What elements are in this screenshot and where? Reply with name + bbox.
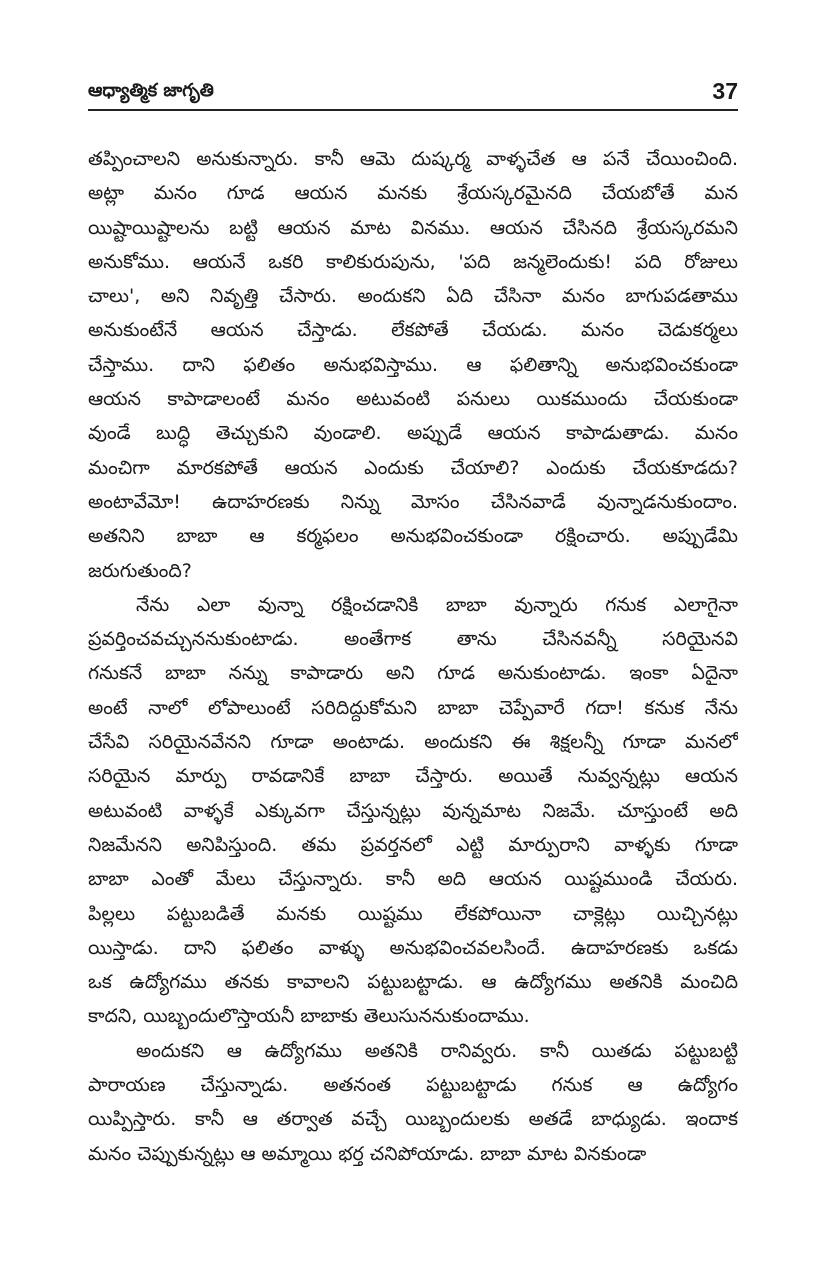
text-line: యిస్తాడు. దాని ఫలితం వాళ్ళు అనుభవించవలసిందే. ఉదాహరణకు ఒకడు bbox=[88, 936, 738, 959]
text-line: మనం చెప్పుకున్నట్లు ఆ అమ్మాయి భర్త చనిపోయాడు. బాబా మాట వినకుండా bbox=[88, 1142, 647, 1165]
text-line: అట్లా మనం గూడ ఆయన మనకు శ్రేయస్కరమైనది చేయబోతే మన bbox=[88, 182, 738, 205]
text-line: సరియైన మార్పు రావడానికే బాబా చేస్తారు. అయితే నువ్వన్నట్లు ఆయన bbox=[88, 765, 738, 788]
text-line: చాలు', అని నివృత్తి చేసారు. అందుకని ఏది చేసినా మనం బాగుపడతాము bbox=[88, 285, 738, 308]
text-line: యిష్టాయిష్టాలను బట్టి ఆయన మాట వినము. ఆయన చేసినది శ్రేయస్కరమని bbox=[88, 216, 738, 239]
text-line: ఆయన కాపాడాలంటే మనం అటువంటి పనులు యికముందు చేయకుండా bbox=[88, 388, 738, 411]
text-line: వుండే బుద్ధి తెచ్చుకుని వుండాలి. అప్పుడే ఆయన కాపాడుతాడు. మనం bbox=[88, 422, 738, 445]
text-line: అంటావేమో! ఉదాహరణకు నిన్ను మోసం చేసినవాడే వున్నాడనుకుందాం. bbox=[88, 490, 738, 513]
text-line: అనుకుంటేనే ఆయన చేస్తాడు. లేకపోతే చేయడు. మనం చెడుకర్మలు bbox=[88, 319, 738, 342]
paragraph bbox=[88, 1034, 738, 1171]
text-line: నిజమేనని అనిపిస్తుంది. తమ ప్రవర్తనలో ఎట్టి మార్పురాని వాళ్ళకు గూడా bbox=[88, 833, 738, 856]
text-line: బాబా ఎంతో మేలు చేస్తున్నారు. కానీ అది ఆయన యిష్టముండి చేయరు. bbox=[88, 868, 738, 891]
text-line: కాదని, యిబ్బందులొస్తాయనీ బాబాకు తెలుసుననుకుందాము. bbox=[88, 1005, 530, 1028]
running-header bbox=[88, 78, 738, 108]
text-line: అంటే నాలో లోపాలుంటే సరిదిద్దుకోమని బాబా చెప్పేవారే గదా! కనుక నేను bbox=[88, 696, 738, 719]
text-line: చేస్తాము. దాని ఫలితం అనుభవిస్తాము. ఆ ఫలితాన్ని అనుభవించకుండా bbox=[88, 353, 738, 376]
text-line: ప్రవర్తించవచ్చుననుకుంటాడు. అంతేగాక తాను చేసినవన్నీ సరియైనవి bbox=[88, 628, 738, 651]
text-line: చేసేవి సరియైనవేనని గూడా అంటాడు. అందుకని ఈ శిక్షలన్నీ గూడా మనలో bbox=[88, 731, 738, 754]
text-line: తప్పించాలని అనుకున్నారు. కానీ ఆమె దుష్కర్మ వాళ్ళచేత ఆ పనే చేయించింది. bbox=[88, 148, 738, 170]
body-text bbox=[88, 142, 738, 1171]
paragraph bbox=[88, 588, 738, 1034]
header-divider bbox=[88, 109, 738, 111]
text-line: యిప్పిస్తారు. కానీ ఆ తర్వాత వచ్చే యిబ్బందులకు అతడే బాధ్యుడు. ఇందాక bbox=[88, 1108, 738, 1131]
text-line: ఒక ఉద్యోగము తనకు కావాలని పట్టుబట్టాడు. ఆ ఉద్యోగము అతనికి మంచిది bbox=[88, 971, 738, 994]
text-line: అటువంటి వాళ్ళకే ఎక్కువగా చేస్తున్నట్లు వున్నమాట నిజమే. చూస్తుంటే అది bbox=[88, 799, 738, 822]
text-line: మంచిగా మారకపోతే ఆయన ఎందుకు చేయాలి? ఎందుకు చేయకూడదు? bbox=[88, 456, 738, 479]
running-header-title: ఆధ్యాత్మిక జాగృతి bbox=[88, 80, 214, 101]
text-line: పిల్లలు పట్టుబడితే మనకు యిష్టము లేకపోయినా చాక్లెట్లు యిచ్చినట్లు bbox=[88, 902, 738, 925]
text-line: అతనిని బాబా ఆ కర్మఫలం అనుభవించకుండా రక్షించారు. అప్పుడేమి bbox=[88, 525, 738, 548]
text-line: పారాయణ చేస్తున్నాడు. అతనంత పట్టుబట్టాడు గనుక ఆ ఉద్యోగం bbox=[88, 1074, 738, 1097]
page-number: 37 bbox=[712, 78, 738, 104]
text-line: గనుకనే బాబా నన్ను కాపాడారు అని గూడ అనుకుంటాడు. ఇంకా ఏదైనా bbox=[88, 662, 738, 685]
paragraph bbox=[88, 142, 738, 588]
text-line: అందుకని ఆ ఉద్యోగము అతనికి రానివ్వరు. కానీ యితడు పట్టుబట్టి bbox=[136, 1039, 738, 1062]
text-line: అనుకోము. ఆయనే ఒకరి కాలికురుపును, 'పది జన్మలెందుకు! పది రోజులు bbox=[88, 250, 738, 273]
text-line: జరుగుతుంది? bbox=[88, 559, 192, 582]
text-line: నేను ఎలా వున్నా రక్షించడానికి బాబా వున్నారు గనుక ఎలాగైనా bbox=[136, 593, 738, 616]
